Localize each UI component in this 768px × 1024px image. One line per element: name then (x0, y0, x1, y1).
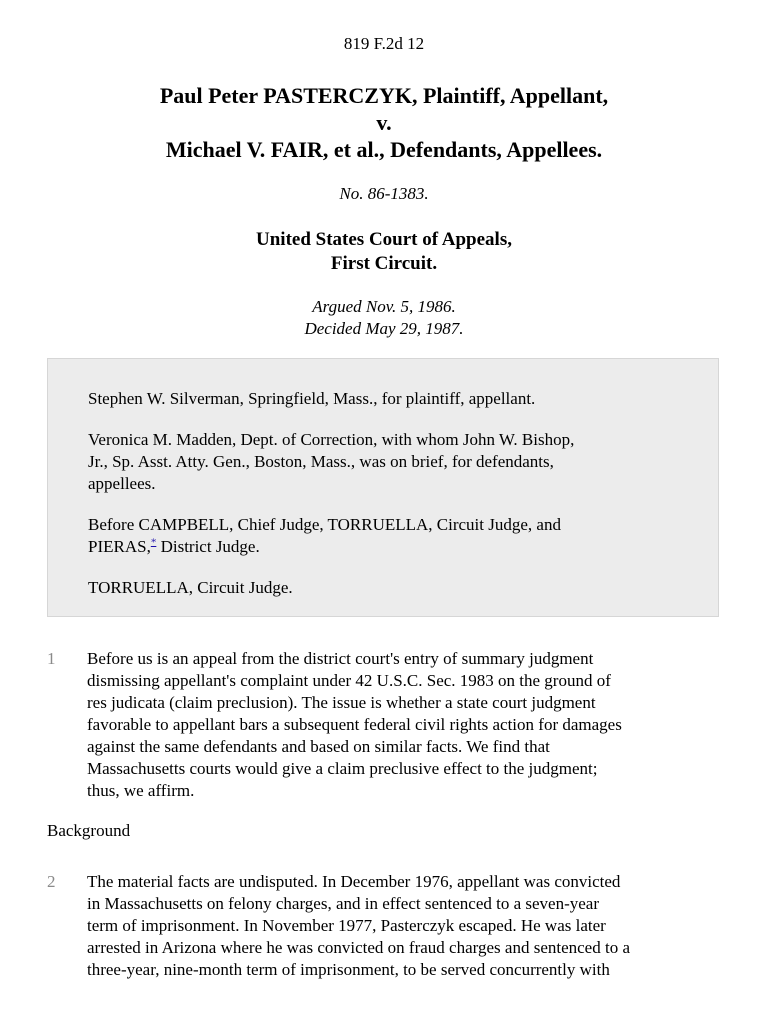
section-heading: Background (47, 821, 131, 840)
judges-panel-line2b: District Judge. (156, 537, 260, 556)
case-title-plaintiff: Paul Peter PASTERCZYK, Plaintiff, Appellant, (159, 83, 609, 108)
paragraph-line: in Massachusetts on felony charges, and in effect sentenced to a seven-year (87, 894, 600, 913)
case-title-versus: v. (376, 110, 392, 135)
court-name (0, 228, 768, 276)
paragraph-line: against the same defendants and based on similar facts. We find that (87, 737, 550, 756)
paragraph-line: favorable to appellant bars a subsequent federal civil rights action for damages (87, 715, 622, 734)
paragraph-line: Massachusetts courts would give a claim preclusive effect to the judgment; (87, 759, 598, 778)
paragraph-line: term of imprisonment. In November 1977, Pasterczyk escaped. He was later (87, 916, 606, 935)
counsel-panel (47, 358, 719, 617)
court-name-line1: United States Court of Appeals, (256, 229, 512, 250)
paragraph-line: res judicata (claim preclusion). The issue is whether a state court judgment (87, 693, 596, 712)
judges-panel (88, 514, 688, 558)
paragraph-number: 1 (47, 649, 56, 668)
opinion-author: TORRUELLA, Circuit Judge. (88, 578, 293, 597)
judges-panel-line1: Before CAMPBELL, Chief Judge, TORRUELLA, Circuit Judge, and (88, 515, 561, 534)
paragraph-line: thus, we affirm. (87, 781, 195, 800)
counsel-defendants-line1: Veronica M. Madden, Dept. of Correction, with whom John W. Bishop, (88, 430, 575, 449)
paragraph-line: The material facts are undisputed. In December 1976, appellant was convicted (87, 872, 621, 891)
court-name-line2: First Circuit. (330, 253, 438, 274)
docket-number: No. 86-1383. (339, 184, 429, 203)
case-dates (0, 296, 768, 340)
case-title (0, 82, 768, 163)
paragraph-line: Before us is an appeal from the district court's entry of summary judgment (87, 649, 594, 668)
counsel-defendants-line2: Jr., Sp. Asst. Atty. Gen., Boston, Mass., was on brief, for defendants, (88, 452, 554, 471)
footnote-link[interactable]: * (150, 536, 157, 549)
paragraph-number: 2 (47, 872, 56, 891)
paragraph-text (87, 871, 727, 981)
paragraph-line: arrested in Arizona where he was convicted on fraud charges and sentenced to a (87, 938, 630, 957)
paragraph-text (87, 648, 727, 802)
counsel-plaintiff: Stephen W. Silverman, Springfield, Mass., for plaintiff, appellant. (88, 389, 536, 408)
counsel-defendants (88, 429, 688, 495)
paragraph-line: dismissing appellant's complaint under 42 U.S.C. Sec. 1983 on the ground of (87, 671, 611, 690)
case-title-defendants: Michael V. FAIR, et al., Defendants, Appellees. (165, 137, 603, 162)
argued-date: Argued Nov. 5, 1986. (312, 297, 456, 316)
case-citation: 819 F.2d 12 (343, 34, 425, 53)
counsel-defendants-line3: appellees. (88, 474, 156, 493)
paragraph-line: three-year, nine-month term of imprisonment, to be served concurrently with (87, 960, 610, 979)
decided-date: Decided May 29, 1987. (304, 319, 464, 338)
judges-panel-line2a: PIERAS, (88, 537, 151, 556)
